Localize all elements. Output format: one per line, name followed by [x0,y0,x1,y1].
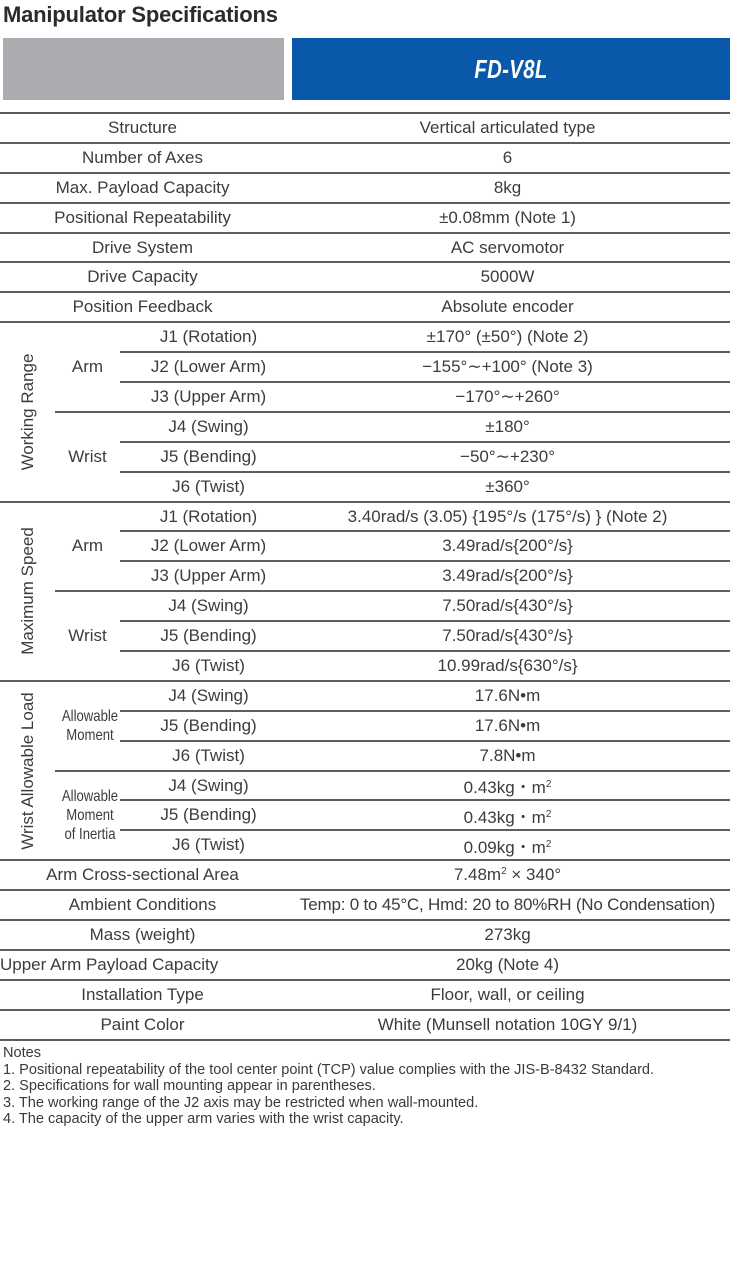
page-title: Manipulator Specifications [3,2,278,27]
working-range-label: Working Range [17,353,37,471]
spec-value: 20kg (Note 4) [285,950,730,980]
maximum-speed-label: Maximum Speed [17,527,37,656]
spec-label: Mass (weight) [0,920,285,950]
joint-label: J4 (Swing) [120,771,285,801]
spec-label: Drive System [0,233,285,263]
spec-row [0,920,730,950]
joint-label: J1 (Rotation) [120,322,285,352]
spec-row [0,890,730,920]
spec-value: Temp: 0 to 45°C, Hmd: 20 to 80%RH (No Condensation) [285,890,730,920]
spec-label: Positional Repeatability [0,203,285,233]
spec-label: Ambient Conditions [0,890,285,920]
spec-value: ±170° (±50°) (Note 2) [285,322,730,352]
joint-label: J1 (Rotation) [120,502,285,532]
spec-value: 3.40rad/s (3.05) {195°/s (175°/s) } (Note 2) [285,502,730,532]
working-range-group [0,322,55,501]
notes-section [3,1045,713,1128]
joint-label: J2 (Lower Arm) [120,352,285,382]
spec-row [0,1010,730,1040]
joint-label: J5 (Bending) [120,442,285,472]
spec-value: −155°∼+100° (Note 3) [285,352,730,382]
spec-value: 0.43kg・$m^2$ [285,771,730,801]
spec-row [0,681,730,711]
joint-label: J5 (Bending) [120,711,285,741]
note-item: 1. Positional repeatability of the tool center point (TCP) value complies with the JIS-B-8432 Standard. [3,1060,655,1078]
spec-table [0,114,730,1041]
spec-value: White (Munsell notation 10GY 9/1) [285,1010,730,1040]
joint-label: J4 (Swing) [120,591,285,621]
joint-label: J5 (Bending) [120,621,285,651]
spec-row [0,412,730,442]
joint-label: J6 (Twist) [120,830,285,860]
spec-value: AC servomotor [285,233,730,263]
spec-row [0,173,730,203]
spec-value: ±0.08mm (Note 1) [285,203,730,233]
spec-label: Max. Payload Capacity [0,173,285,203]
spec-row [0,262,730,292]
spec-label: Paint Color [0,1010,285,1040]
spec-value: −170°∼+260° [285,382,730,412]
spec-value: ±360° [285,472,730,502]
spec-row [0,980,730,1010]
maximum-speed-group [0,502,55,681]
spec-value: 17.6N•m [285,681,730,711]
spec-value: 0.09kg・$m^2$ [285,830,730,860]
spec-row [0,950,730,980]
working-range-wrist-label: Wrist [55,412,120,502]
spec-row [0,860,730,890]
spec-row [0,143,730,173]
spec-label: Upper Arm Payload Capacity [0,950,285,980]
note-item: 2. Specifications for wall mounting appear in parentheses. [3,1077,376,1094]
joint-label: J4 (Swing) [120,412,285,442]
spec-row [0,322,730,352]
spec-label: Structure [0,114,285,143]
joint-label: J3 (Upper Arm) [120,561,285,591]
spec-value: 10.99rad/s{630°/s} [285,651,730,681]
spec-row [0,591,730,621]
spec-row [0,771,730,801]
spec-value: Absolute encoder [285,292,730,322]
maximum-speed-arm-label: Arm [55,502,120,592]
spec-value: Vertical articulated type [285,114,730,143]
spec-value: 7.50rad/s{430°/s} [285,591,730,621]
spec-row [0,233,730,263]
allowable-moment-label: Allowable Moment [55,681,120,771]
joint-label: J6 (Twist) [120,472,285,502]
wrist-allowable-load-label: Wrist Allowable Load [17,691,37,850]
working-range-arm-label: Arm [55,322,120,412]
joint-label: J4 (Swing) [120,681,285,711]
spec-row [0,292,730,322]
spec-value: −50°∼+230° [285,442,730,472]
model-header-cell [292,38,730,100]
spec-value: 5000W [285,262,730,292]
model-name: FD-V8L [474,53,548,84]
allowable-moment-of-inertia-label: Allowable Moment of Inertia [55,771,120,861]
spec-label: Number of Axes [0,143,285,173]
spec-label: Position Feedback [0,292,285,322]
spec-value: 7.50rad/s{430°/s} [285,621,730,651]
joint-label: J5 (Bending) [120,800,285,830]
spec-value: 8kg [285,173,730,203]
joint-label: J6 (Twist) [120,651,285,681]
spec-value: 7.8N•m [285,741,730,771]
header-blank-cell [3,38,284,100]
spec-value: 3.49rad/s{200°/s} [285,531,730,561]
spec-value: 17.6N•m [285,711,730,741]
spec-label: Installation Type [0,980,285,1010]
spec-value: 273kg [285,920,730,950]
spec-row [0,203,730,233]
spec-value: 3.49rad/s{200°/s} [285,561,730,591]
spec-value: 0.43kg・$m^2$ [285,800,730,830]
spec-label: Arm Cross-sectional Area [0,860,285,890]
spec-value: 6 [285,143,730,173]
note-item: 4. The capacity of the upper arm varies with the wrist capacity. [3,1110,404,1127]
joint-label: J6 (Twist) [120,741,285,771]
spec-row [0,114,730,143]
notes-heading: Notes [3,1044,42,1061]
spec-value: Floor, wall, or ceiling [285,980,730,1010]
spec-value: ±180° [285,412,730,442]
note-item: 3. The working range of the J2 axis may be restricted when wall-mounted. [3,1093,479,1111]
maximum-speed-wrist-label: Wrist [55,591,120,681]
joint-label: J2 (Lower Arm) [120,531,285,561]
spec-label: Drive Capacity [0,262,285,292]
spec-value: $7.48m^2 \times 340^\circ$ [285,860,730,890]
wrist-allowable-load-group [0,681,55,860]
spec-row [0,502,730,532]
joint-label: J3 (Upper Arm) [120,382,285,412]
